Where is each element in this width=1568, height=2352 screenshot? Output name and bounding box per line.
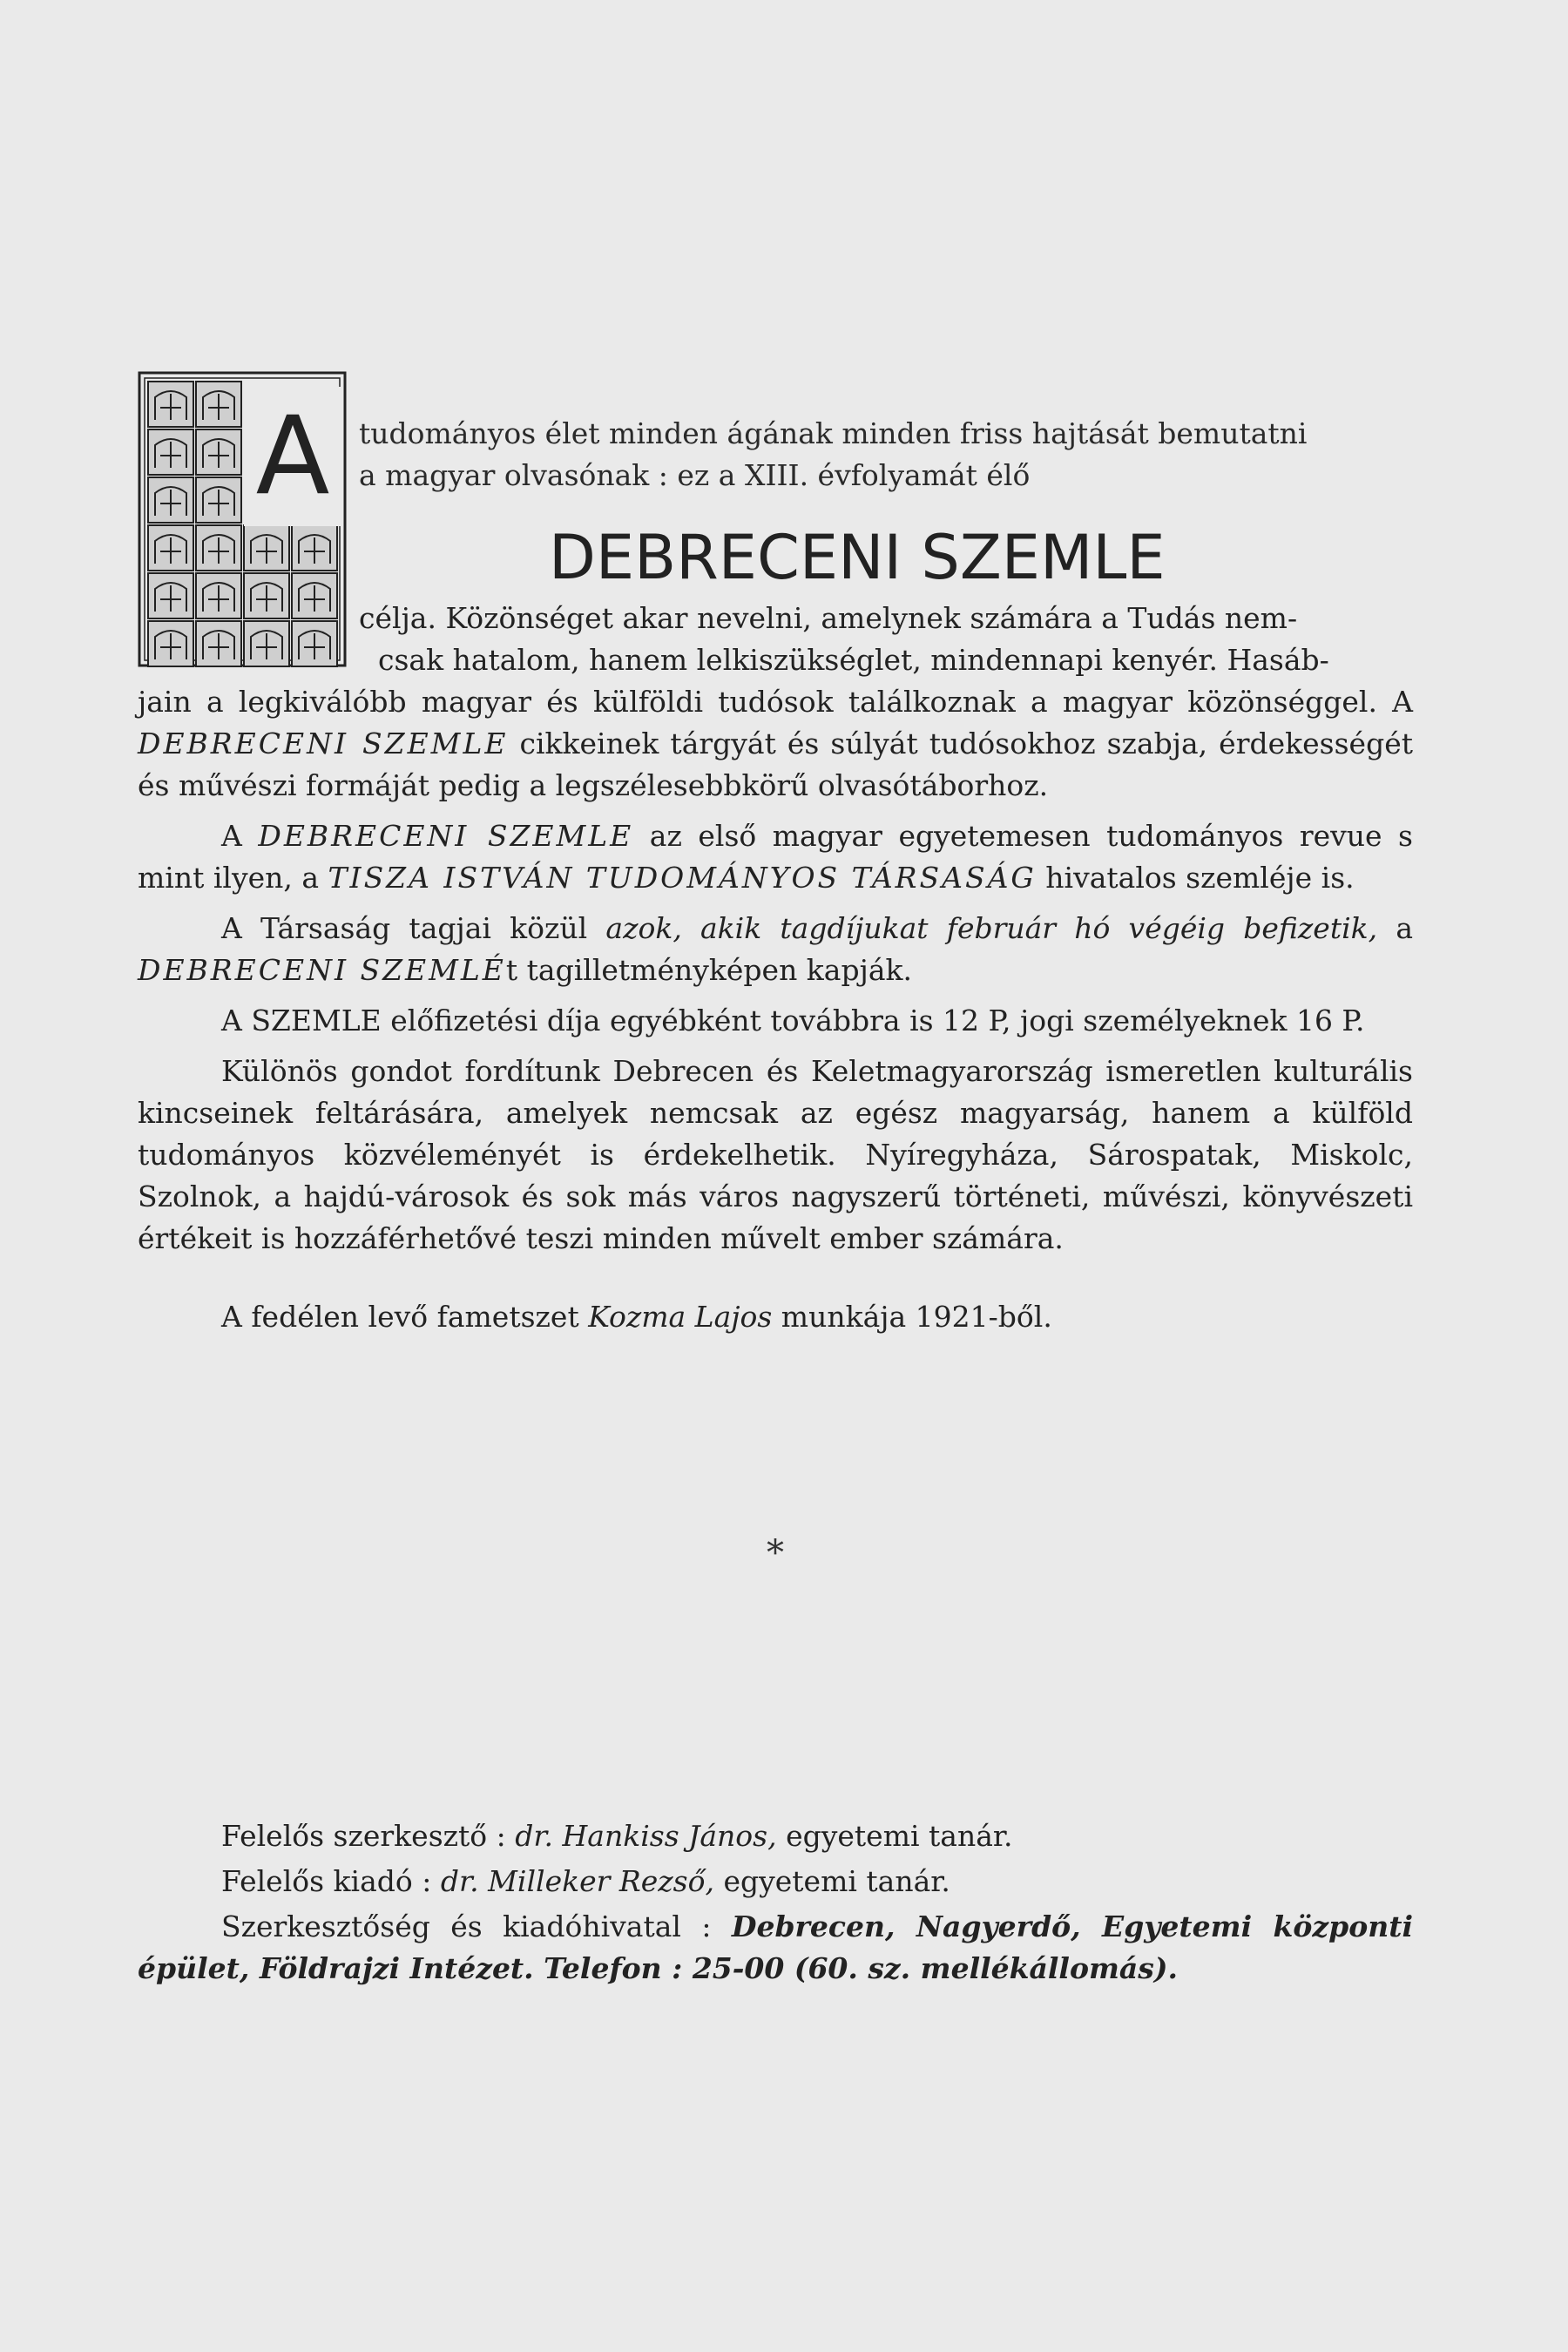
p6-italic-artist: Kozma Lajos xyxy=(588,1300,773,1334)
p1-text-b: cikkeinek tárgyát és súlyát tudósokhoz szabja, érdekességét és művészi formáját pedig a legszélesebbkörű olvasótáborhoz. xyxy=(138,727,1413,802)
p3-text-a: A Társaság tagjai közül xyxy=(221,911,606,945)
p3-text-c: t tagilletményképen kapják. xyxy=(505,953,912,987)
p2-text-a: A xyxy=(221,819,259,853)
intro-line-1: tudományos élet minden ágának minden friss hajtását bemutatni xyxy=(359,416,1308,450)
paragraph-1 xyxy=(138,681,1413,807)
masthead-title: DEBRECENI SZEMLE xyxy=(549,522,1166,593)
after-masthead-line-2: csak hatalom, hanem lelkiszükséglet, mindennapi kenyér. Hasáb- xyxy=(378,643,1329,677)
editor-label: Felelős szerkesztő : xyxy=(221,1819,516,1853)
after-masthead-line-1: célja. Közönséget akar nevelni, amelynek számára a Tudás nem- xyxy=(359,601,1298,635)
p2-text-c: hivatalos szemléje is. xyxy=(1036,861,1355,895)
paragraph-4: A SZEMLE előfizetési díja egyébként továbbra is 12 P, jogi személyeknek 16 P. xyxy=(221,1004,1365,1037)
after-masthead-block xyxy=(359,598,1413,681)
publisher-role: egyetemi tanár. xyxy=(713,1864,950,1898)
body-text xyxy=(138,681,1413,1338)
credit-office xyxy=(138,1906,1413,1990)
publisher-label: Felelős kiadó : xyxy=(221,1864,441,1898)
decorated-initial xyxy=(138,371,347,667)
p3-italic-condition: azok, akik tagdíjukat február hó végéig befizetik, xyxy=(605,911,1378,945)
p1-italic-title: DEBRECENI SZEMLE xyxy=(138,727,509,760)
paragraph-3 xyxy=(138,908,1413,991)
initial-letter: A xyxy=(244,387,341,526)
paragraph-2 xyxy=(138,815,1413,899)
p3-text-b: a xyxy=(1377,911,1413,945)
section-separator: * xyxy=(767,1533,784,1573)
publisher-name: dr. Milleker Rezső, xyxy=(440,1864,714,1898)
p2-italic-society: TISZA ISTVÁN TUDOMÁNYOS TÁRSASÁG xyxy=(328,861,1037,895)
office-label: Szerkesztőség és kiadóhivatal : xyxy=(221,1909,732,1943)
credit-editor xyxy=(138,1815,1413,1857)
credits-block xyxy=(138,1815,1413,1990)
credit-publisher xyxy=(138,1861,1413,1903)
editor-name: dr. Hankiss János, xyxy=(515,1819,777,1853)
p6-text-b: munkája 1921-ből. xyxy=(772,1300,1052,1334)
p3-italic-title: DEBRECENI SZEMLÉ xyxy=(138,953,506,987)
p6-text-a: A fedélen levő fametszet xyxy=(221,1300,589,1334)
paragraph-5: Különös gondot fordítunk Debrecen és Keletmagyarország ismeretlen kulturális kincseinek feltárására, amelyek nemcsak az egész magyarság, hanem a külföld tudományos közvéleményét is érdekelhetik. Nyíregyháza, Sárospatak, Miskolc, Szolnok, a hajdú-városok és sok más város nagyszerű történeti, művészi, könyvészeti értékeit is hozzáférhetővé teszi minden művelt ember számára. xyxy=(138,1054,1413,1255)
intro-line-2: a magyar olvasónak : ez a XIII. évfolyamát élő xyxy=(359,458,1031,492)
p1-text-a: jain a legkiválóbb magyar és külföldi tudósok találkoznak a magyar közönséggel. A xyxy=(138,685,1413,719)
p2-italic-title: DEBRECENI SZEMLE xyxy=(258,819,634,853)
office-address: Debrecen, Nagyerdő, Egyetemi központi épület, Földrajzi Intézet. Telefon : 25-00 (60. sz. mellékállomás). xyxy=(138,1909,1413,1985)
editor-role: egyetemi tanár. xyxy=(776,1819,1013,1853)
paragraph-6 xyxy=(138,1296,1413,1338)
p2-text-b: az első magyar egyetemesen tudományos revue s mint ilyen, a xyxy=(138,819,1413,895)
intro-block xyxy=(359,413,1404,497)
